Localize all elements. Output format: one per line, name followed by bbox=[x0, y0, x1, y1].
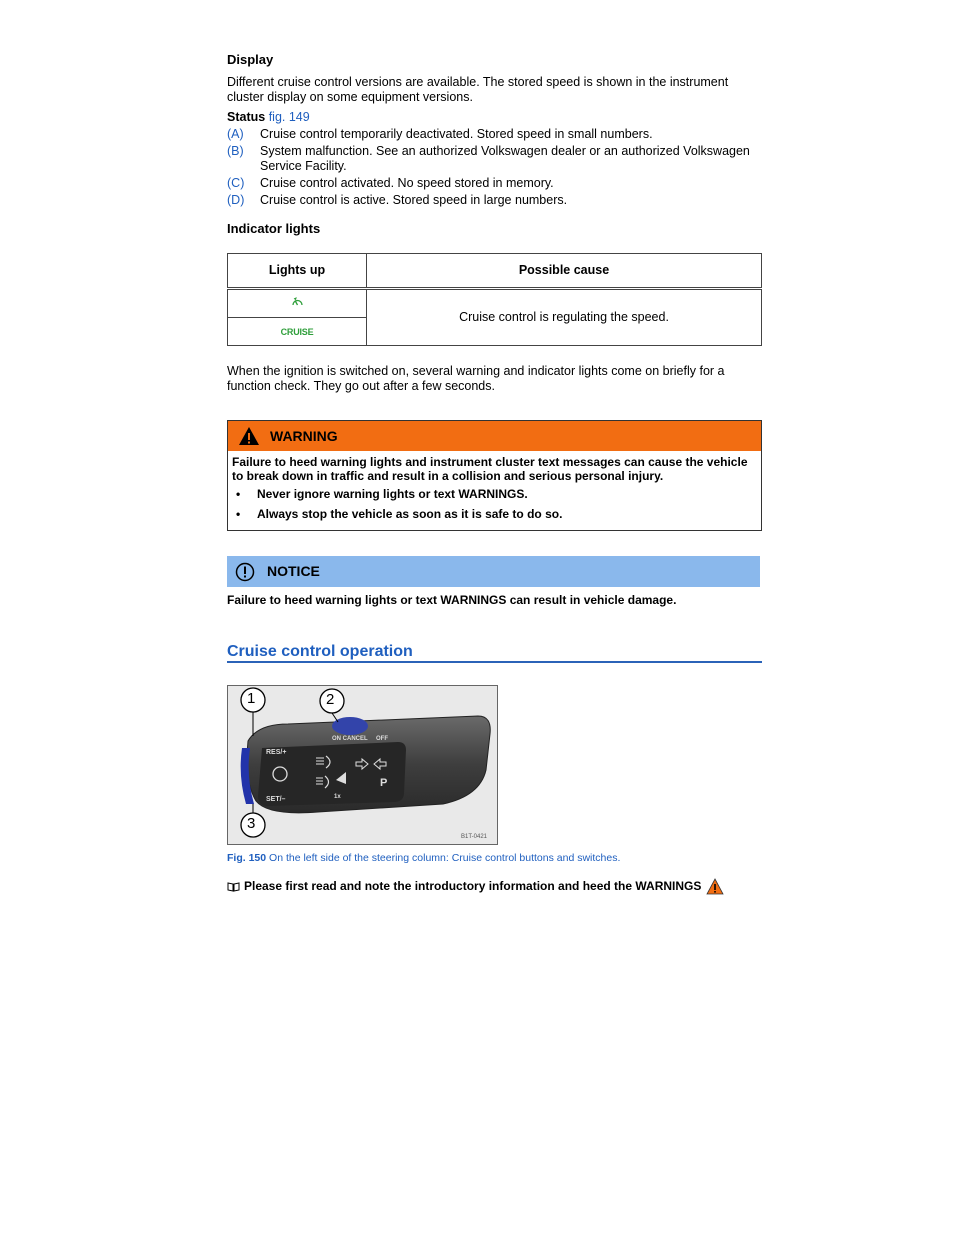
status-item-label[interactable]: (C) bbox=[227, 176, 245, 190]
warning-box bbox=[227, 420, 762, 531]
list-item bbox=[232, 507, 757, 521]
display-heading: Display bbox=[227, 52, 274, 67]
notice-text: Failure to heed warning lights or text WARNINGS can result in vehicle damage. bbox=[227, 593, 677, 607]
cruise-text-icon: CRUISE bbox=[280, 326, 314, 337]
status-fig-link[interactable]: fig. 149 bbox=[268, 110, 310, 124]
warning-text: Failure to heed warning lights and instrument cluster text messages can cause the vehicle to break down in traffic and result in a collision and serious personal injury. bbox=[232, 455, 748, 483]
function-check-text: When the ignition is switched on, several warning and indicator lights come on briefly for a function check. They go out after a few seconds. bbox=[227, 364, 725, 393]
status-item bbox=[227, 193, 762, 208]
on-cancel-label: ON CANCEL bbox=[332, 736, 368, 742]
indicator-heading: Indicator lights bbox=[227, 221, 321, 236]
warning-bullet-text: Never ignore warning lights or text WARNINGS. bbox=[257, 487, 528, 501]
read-first-note bbox=[227, 878, 762, 895]
status-item bbox=[227, 127, 762, 142]
figure-caption-number: Fig. 150 bbox=[227, 852, 267, 864]
figure-caption-text: On the left side of the steering column: Cruise control buttons and switches. bbox=[269, 852, 621, 864]
figure-code: B1T-0421 bbox=[461, 834, 488, 840]
park-label: P bbox=[380, 777, 388, 789]
cell-cause: Cruise control is regulating the speed. bbox=[367, 289, 762, 346]
status-item-label[interactable]: (A) bbox=[227, 127, 244, 141]
warning-body bbox=[228, 451, 761, 530]
warning-header bbox=[228, 421, 761, 451]
status-item-label[interactable]: (B) bbox=[227, 144, 244, 158]
status-item-label[interactable]: (D) bbox=[227, 193, 245, 207]
status-item-text: Cruise control temporarily deactivated. Stored speed in small numbers. bbox=[260, 127, 653, 141]
display-intro: Different cruise control versions are available. The stored speed is shown in the instrument cluster display on some equipment versions. bbox=[227, 75, 729, 104]
callout-3: 3 bbox=[247, 815, 256, 832]
one-x-label: 1x bbox=[334, 794, 341, 800]
table-row bbox=[228, 289, 762, 318]
status-item-text: Cruise control is active. Stored speed in large numbers. bbox=[260, 193, 568, 207]
notice-title: NOTICE bbox=[267, 563, 320, 579]
cruise-control-figure bbox=[227, 685, 498, 845]
warning-title: WARNING bbox=[270, 427, 338, 444]
cruise-speedometer-icon bbox=[292, 297, 303, 312]
warning-triangle-icon bbox=[238, 426, 260, 446]
bullet-icon: • bbox=[236, 487, 241, 501]
read-first-text: Please first read and note the introductory information and heed the WARNINGS bbox=[244, 879, 702, 893]
set-label: SET/– bbox=[266, 796, 286, 803]
list-item bbox=[232, 487, 757, 501]
res-label: RES/+ bbox=[266, 749, 287, 756]
warning-triangle-icon[interactable] bbox=[706, 878, 724, 895]
cell-lamp bbox=[228, 289, 367, 318]
callout-2: 2 bbox=[326, 691, 335, 708]
indicator-table bbox=[227, 253, 762, 346]
status-item bbox=[227, 176, 762, 191]
col-lights-up: Lights up bbox=[228, 254, 367, 289]
callout-1: 1 bbox=[247, 690, 256, 707]
warning-bullets bbox=[232, 487, 757, 521]
status-label: Status bbox=[227, 110, 266, 124]
manual-page bbox=[227, 52, 762, 895]
status-item bbox=[227, 144, 762, 174]
table-header-row bbox=[228, 254, 762, 289]
steering-stalk-illustration bbox=[228, 686, 497, 844]
off-label: OFF bbox=[376, 736, 388, 742]
col-possible-cause: Possible cause bbox=[367, 254, 762, 289]
status-item-text: System malfunction. See an authorized Volkswagen dealer or an authorized Volkswagen Service Facility. bbox=[260, 144, 750, 173]
notice-exclamation-icon bbox=[235, 562, 255, 582]
status-item-text: Cruise control activated. No speed stored in memory. bbox=[260, 176, 554, 190]
bullet-icon: • bbox=[236, 507, 241, 521]
warning-bullet-text: Always stop the vehicle as soon as it is safe to do so. bbox=[257, 507, 563, 521]
section-title: Cruise control operation bbox=[227, 644, 762, 663]
status-list bbox=[227, 127, 762, 208]
status-line bbox=[227, 110, 762, 125]
book-icon bbox=[227, 882, 240, 892]
figure-caption bbox=[227, 851, 762, 866]
notice-header bbox=[227, 556, 760, 587]
cell-cruise bbox=[228, 318, 367, 346]
